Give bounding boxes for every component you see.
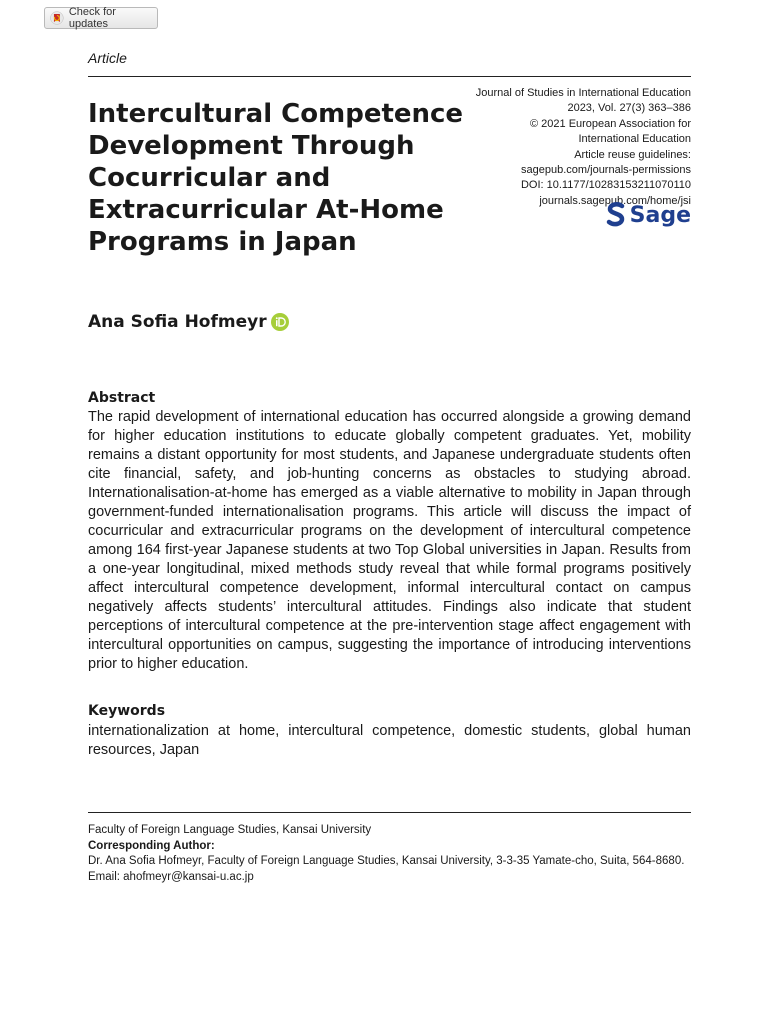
journal-volume: 2023, Vol. 27(3) 363–386 bbox=[567, 102, 691, 115]
publisher-name: Sage bbox=[629, 202, 691, 228]
reuse-guidelines-link[interactable]: sagepub.com/journals-permissions bbox=[521, 164, 691, 177]
article-title: Intercultural Competence Development Through Cocurricular and Extracurricular At-Home Programs in Japan bbox=[88, 99, 464, 257]
author-name: Ana Sofia Hofmeyr bbox=[88, 312, 267, 332]
corresponding-author-label: Corresponding Author: bbox=[88, 839, 215, 852]
abstract-heading: Abstract bbox=[88, 390, 156, 406]
author-line bbox=[88, 312, 289, 332]
footnote-divider bbox=[88, 812, 691, 813]
check-updates-icon bbox=[50, 11, 64, 25]
reuse-guidelines-label: Article reuse guidelines: bbox=[574, 148, 691, 161]
doi[interactable]: DOI: 10.1177/10283153211070110 bbox=[520, 179, 691, 192]
email-line bbox=[88, 870, 691, 886]
keywords-heading: Keywords bbox=[88, 703, 166, 719]
journal-metadata bbox=[431, 86, 691, 209]
email-link[interactable]: ahofmeyr@kansai-u.ac.jp bbox=[123, 870, 254, 883]
copyright-line-1: © 2021 European Association for bbox=[530, 117, 691, 130]
journal-name: Journal of Studies in International Education bbox=[475, 87, 691, 99]
check-for-updates-button[interactable] bbox=[44, 7, 158, 29]
corresponding-author-details: Dr. Ana Sofia Hofmeyr, Faculty of Foreign Language Studies, Kansai University, 3-3-35 Yamate-cho, Suita, 564-8680. bbox=[88, 855, 685, 867]
email-label: Email: bbox=[88, 870, 124, 883]
orcid-icon[interactable] bbox=[271, 313, 289, 331]
check-for-updates-label: Check for updates bbox=[68, 6, 116, 30]
article-type-label: Article bbox=[88, 50, 127, 66]
sage-logo bbox=[606, 202, 691, 228]
header-divider bbox=[88, 76, 691, 77]
affiliation: Faculty of Foreign Language Studies, Kansai University bbox=[88, 824, 372, 836]
keywords-list: internationalization at home, intercultural competence, domestic students, global human resources, Japan bbox=[88, 723, 691, 758]
abstract-body: The rapid development of international education has occurred alongside a growing demand for higher education institutions to educate globally competent graduates. Yet, mobility remains a distant opportunity for most students, and Japanese undergraduate students often cite financial, safety, and job-hunting concerns as obstacles to studying abroad. Internationalisation-at-home has emerged as a viable alternative to mobility in Japan through government-funded internationalisation programs. This article will discuss the impact of cocurricular and extracurricular programs on the development of intercultural competence among 164 first-year Japanese students at two Top Global universities in Japan. Results from a one-year longitudinal, mixed methods study reveal that while formal programs positively affect intercultural competence development, informal intercultural contact on campus negatively affects students’ intercultural attitudes. Findings also indicate that student perceptions of intercultural competence at the pre-intervention stage affect engagement with intercultural opportunities on campus, suggesting the importance of introducing interventions prior to higher education. bbox=[88, 409, 691, 672]
journal-homepage-link[interactable]: journals.sagepub.com/home/jsi bbox=[539, 194, 691, 207]
footnote bbox=[88, 823, 691, 885]
copyright-line-2: International Education bbox=[578, 133, 691, 146]
sage-s-icon bbox=[606, 202, 626, 228]
